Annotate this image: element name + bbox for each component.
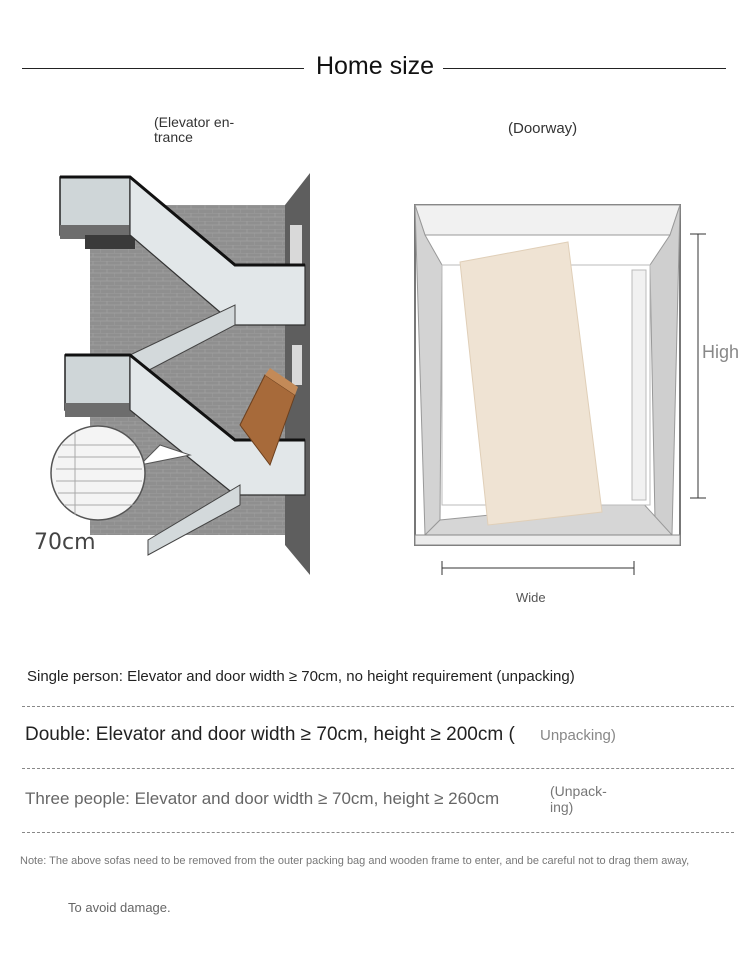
requirement-three-suffix: (Unpack- ing) [550,783,607,815]
requirement-single: Single person: Elevator and door width ≥ 70cm, no height requirement (unpacking) [27,668,575,685]
doorway-caption: (Doorway) [508,120,578,137]
note-text-end: To avoid damage. [68,900,171,915]
width-dimension [438,560,638,576]
divider-1 [22,706,734,707]
doorway-height-label: High [702,342,740,362]
requirement-double: Double: Elevator and door width ≥ 70cm, height ≥ 200cm ( [25,724,515,745]
stair-width-label: 70cm [34,530,96,555]
requirement-double-suffix: Unpacking) [540,727,616,744]
note-text: Note: The above sofas need to be removed from the outer packing bag and wooden frame to enter, and be careful not to drag them away, [20,855,690,867]
divider-2 [22,768,734,769]
doorway-illustration [410,200,710,560]
page-title: Home size [315,52,435,80]
stair-illustration [30,165,330,585]
header-rule-right [443,68,726,69]
doorway-width-label: Wide [516,590,546,605]
stair-caption: (Elevator en- trance [154,114,235,145]
magnifier-circle [51,426,145,520]
requirement-three: Three people: Elevator and door width ≥ 70cm, height ≥ 260cm [25,789,500,808]
height-dimension [688,230,708,500]
mid-landing [65,355,130,410]
divider-3 [22,832,734,833]
header-rule-left [22,68,304,69]
